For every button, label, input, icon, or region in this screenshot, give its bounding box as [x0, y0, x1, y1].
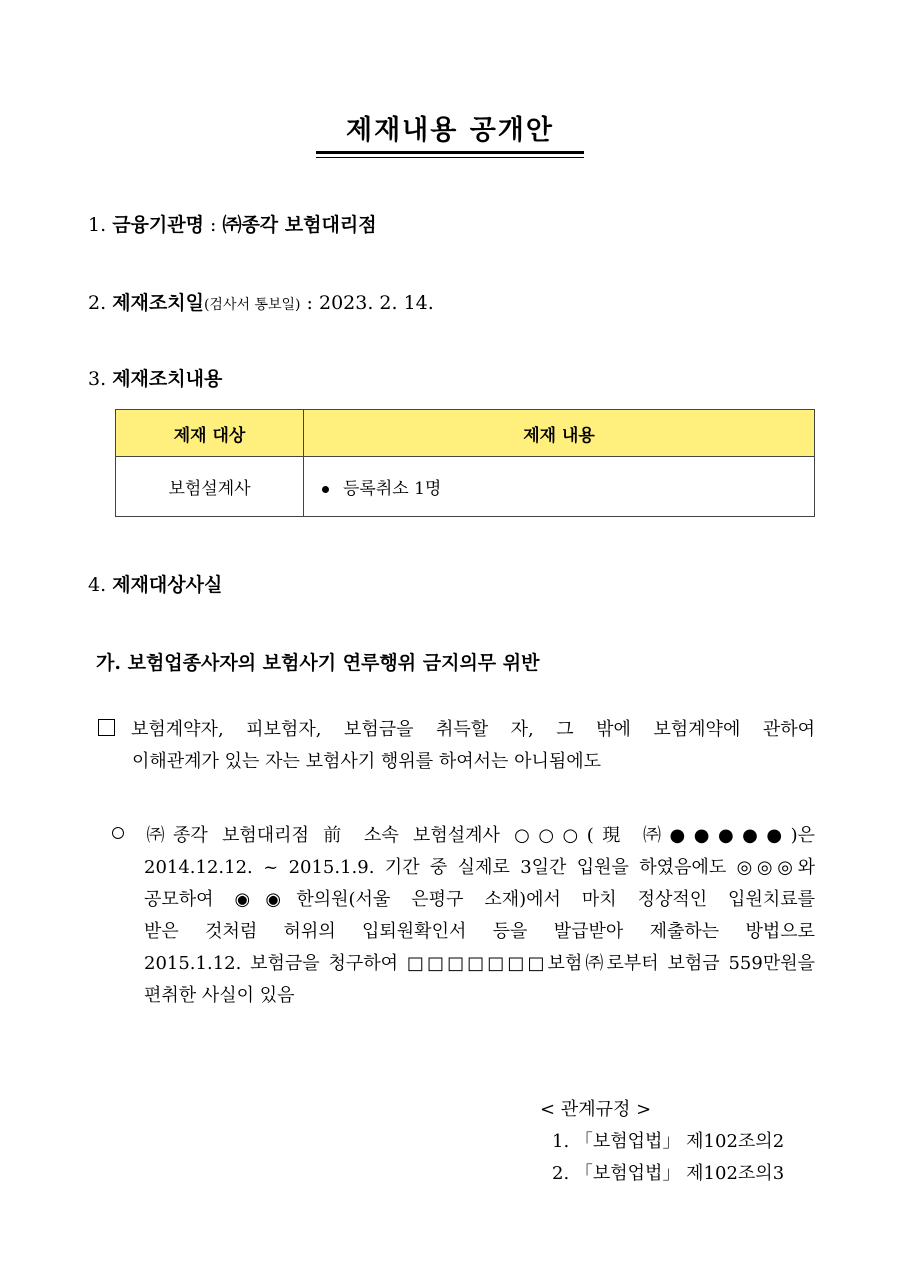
table-cell-content-text: 등록취소 1명 — [343, 479, 442, 499]
circle-bullet-icon — [112, 827, 124, 839]
section-4-heading — [88, 570, 222, 597]
section-3-label: 제재조치내용 — [112, 368, 223, 390]
section-2-date — [88, 288, 434, 315]
section-4-number: 4. — [88, 574, 107, 596]
circle-paragraph-line-5: 2015.1.12. 보험금을 청구하여 □□□□□□□보험㈜로부터 보험금 559만원을 — [144, 953, 815, 974]
section-3-number: 3. — [88, 368, 107, 390]
bullet-icon — [322, 486, 329, 493]
related-regulations — [540, 1094, 784, 1190]
table-header-row — [116, 410, 815, 457]
box-paragraph-line-2: 이해관계가 있는 자는 보험사기 행위를 하여서는 아니됨에도 — [132, 751, 602, 772]
section-2-number: 2. — [88, 292, 107, 314]
circle-paragraph-line-3: 공모하여 ◉◉한의원(서울 은평구 소재)에서 마치 정상적인 입원치료를 — [144, 889, 815, 910]
subsection-heading: 가. 보험업종사자의 보험사기 연루행위 금지의무 위반 — [96, 652, 540, 674]
table-header-content: 제재 내용 — [304, 410, 815, 457]
section-1-value: ㈜종각 보험대리점 — [222, 214, 377, 236]
section-1-separator: : — [203, 214, 223, 236]
section-3-heading — [88, 364, 222, 391]
table-cell-target: 보험설계사 — [116, 457, 304, 517]
regulation-item-2: 2. 「보험업법」 제102조의3 — [552, 1163, 785, 1184]
regulation-item-1: 1. 「보험업법」 제102조의2 — [552, 1131, 785, 1152]
circle-paragraph-line-1: ㈜종각 보험대리점 前 소속 보험설계사 ○○○(現 ㈜●●●●●)은 — [112, 820, 815, 852]
circle-paragraph-line-6: 편취한 사실이 있음 — [144, 985, 295, 1006]
table-cell-content — [304, 457, 815, 517]
box-paragraph — [98, 714, 815, 778]
circle-paragraph — [112, 820, 815, 1012]
circle-paragraph-line-4: 받은 것처럼 허위의 입퇴원확인서 등을 발급받아 제출하는 방법으로 — [144, 921, 815, 942]
square-bullet-icon — [98, 719, 115, 736]
section-2-note: (검사서 통보일) — [203, 297, 301, 313]
section-1-number: 1. — [88, 214, 107, 236]
circle-paragraph-line-2: 2014.12.12. ~ 2015.1.9. 기간 중 실제로 3일간 입원을 하였음에도 ◎◎◎와 — [144, 857, 815, 878]
section-2-label: 제재조치일 — [112, 292, 204, 314]
section-2-value: 2023. 2. 14. — [318, 292, 434, 314]
table-header-target: 제재 대상 — [116, 410, 304, 457]
box-paragraph-line-1: 보험계약자, 피보험자, 보험금을 취득할 자, 그 밖에 보험계약에 관하여 — [98, 714, 815, 746]
regulations-heading: < 관계규정 > — [540, 1099, 652, 1120]
table-row — [116, 457, 815, 517]
section-1-label: 금융기관명 — [112, 214, 204, 236]
section-2-separator: : — [300, 292, 319, 314]
section-4-label: 제재대상사실 — [112, 574, 223, 596]
sanction-table — [115, 409, 815, 517]
section-1-institution — [88, 210, 377, 237]
page-title: 제재내용 공개안 — [316, 108, 584, 154]
